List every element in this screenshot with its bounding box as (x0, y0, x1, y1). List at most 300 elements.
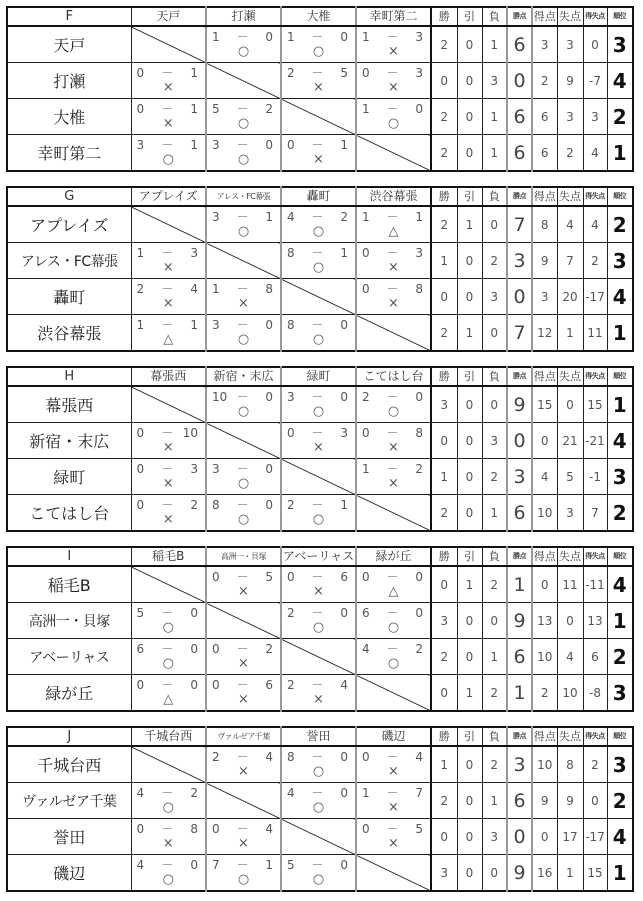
stat-points: 3 (507, 459, 532, 495)
goals-for: 2 (212, 750, 220, 764)
stat-rank: 1 (607, 386, 633, 423)
goals-against: 10 (182, 426, 198, 440)
column-header-team: 幸町第二 (356, 7, 431, 26)
goals-against: 8 (415, 426, 423, 440)
team-name: 天戸 (7, 26, 131, 63)
stat-goals-for-total: 0 (532, 423, 557, 459)
stat-losses: 1 (482, 639, 507, 675)
goals-for: 0 (362, 750, 370, 764)
column-header-stat: 得点 (532, 187, 557, 206)
match-score (287, 570, 348, 584)
column-header-stat: 引 (457, 7, 482, 26)
match-score (362, 822, 423, 836)
stat-goals-against-total: 5 (557, 459, 583, 495)
result-symbol-icon: ○ (237, 404, 250, 419)
score-dash: － (386, 642, 399, 656)
goals-against: 4 (265, 750, 273, 764)
match-result-cell (356, 279, 431, 315)
team-name: 緑が丘 (7, 675, 131, 712)
result-symbol-icon: ○ (162, 800, 174, 815)
goals-against: 0 (265, 138, 273, 152)
stat-wins: 3 (431, 855, 457, 892)
goals-against: 0 (265, 462, 273, 476)
match-score (212, 858, 273, 872)
result-symbol-icon: × (388, 800, 399, 815)
stat-goals-for-total: 0 (532, 566, 557, 603)
league-table-h (6, 366, 634, 532)
score-dash: － (161, 66, 174, 80)
stat-rank: 3 (607, 26, 633, 63)
match-score (212, 102, 273, 116)
match-result-cell (206, 99, 281, 135)
stat-points: 6 (507, 639, 532, 675)
standings-table (6, 726, 634, 892)
stat-wins: 3 (431, 386, 457, 423)
score-dash: － (386, 570, 399, 584)
match-result-cell (131, 423, 206, 459)
group-label: I (7, 547, 131, 566)
match-score (362, 462, 423, 476)
result-symbol-icon: × (388, 260, 399, 275)
column-header-team: 幕張西 (131, 367, 206, 386)
goals-for: 2 (287, 66, 295, 80)
match-score (212, 642, 273, 656)
match-result-cell (356, 566, 431, 603)
table-row (7, 639, 633, 675)
goals-against: 0 (265, 390, 273, 404)
score-dash: － (311, 210, 324, 224)
goals-for: 3 (212, 318, 220, 332)
match-result-cell (206, 459, 281, 495)
goals-against: 0 (340, 30, 348, 44)
team-name: 千城台西 (7, 746, 131, 783)
stat-wins: 0 (431, 675, 457, 712)
score-dash: － (236, 138, 249, 152)
score-dash: － (236, 30, 249, 44)
match-score (362, 246, 423, 260)
match-result-cell (356, 639, 431, 675)
score-dash: － (386, 66, 399, 80)
goals-against: 5 (415, 822, 423, 836)
score-dash: － (236, 102, 249, 116)
stat-draws: 0 (457, 243, 482, 279)
self-match-cell (281, 279, 356, 315)
match-result-cell (131, 603, 206, 639)
stat-wins: 1 (431, 746, 457, 783)
match-score (287, 138, 348, 152)
stat-wins: 0 (431, 819, 457, 855)
self-match-cell (131, 206, 206, 243)
column-header-stat: 負 (482, 547, 507, 566)
goals-against: 2 (265, 642, 273, 656)
score-dash: － (161, 498, 174, 512)
header-row (7, 727, 633, 746)
match-score (137, 66, 199, 80)
result-symbol-icon: × (162, 80, 174, 95)
score-dash: － (311, 570, 324, 584)
goals-against: 0 (340, 318, 348, 332)
score-dash: － (236, 498, 249, 512)
score-dash: － (161, 822, 174, 836)
goals-for: 2 (287, 498, 295, 512)
team-name: 渋谷幕張 (7, 315, 131, 352)
column-header-stat: 得失点 (583, 547, 607, 566)
group-label: H (7, 367, 131, 386)
stat-draws: 1 (457, 315, 482, 352)
goals-against: 8 (415, 282, 423, 296)
goals-for: 2 (287, 678, 295, 692)
goals-against: 3 (340, 426, 348, 440)
stat-goals-for-total: 2 (532, 63, 557, 99)
stat-goals-against-total: 21 (557, 423, 583, 459)
stat-goal-difference: 15 (583, 855, 607, 892)
match-score (212, 822, 273, 836)
stat-draws: 0 (457, 855, 482, 892)
column-header-team: こてはし台 (356, 367, 431, 386)
column-header-stat: 失点 (557, 547, 583, 566)
stat-goals-against-total: 9 (557, 63, 583, 99)
result-symbol-icon: ○ (387, 404, 400, 419)
column-header-stat: 勝点 (507, 7, 532, 26)
standings-table (6, 6, 634, 172)
goals-for: 3 (212, 210, 220, 224)
stat-goal-difference: -21 (583, 423, 607, 459)
score-dash: － (386, 606, 399, 620)
goals-against: 3 (415, 30, 423, 44)
stat-losses: 0 (482, 386, 507, 423)
result-symbol-icon: × (238, 656, 249, 671)
result-symbol-icon: ○ (237, 116, 250, 131)
goals-against: 8 (190, 822, 198, 836)
match-score (137, 318, 199, 332)
goals-for: 0 (212, 822, 220, 836)
stat-goals-for-total: 0 (532, 819, 557, 855)
self-match-cell (131, 746, 206, 783)
stat-losses: 1 (482, 26, 507, 63)
column-header-stat: 失点 (557, 367, 583, 386)
self-match-cell (356, 675, 431, 712)
result-symbol-icon: × (162, 116, 174, 131)
stat-points: 6 (507, 135, 532, 172)
goals-for: 1 (287, 30, 295, 44)
goals-against: 0 (415, 102, 423, 116)
stat-goals-against-total: 11 (557, 566, 583, 603)
column-header-stat: 引 (457, 547, 482, 566)
team-name: 轟町 (7, 279, 131, 315)
team-name: アレス・FC幕張 (7, 243, 131, 279)
match-result-cell (281, 783, 356, 819)
score-dash: － (311, 246, 324, 260)
stat-rank: 3 (607, 675, 633, 712)
table-row (7, 603, 633, 639)
result-symbol-icon: ○ (312, 764, 325, 779)
match-score (137, 102, 199, 116)
stat-draws: 0 (457, 279, 482, 315)
result-symbol-icon: ○ (387, 656, 400, 671)
stat-draws: 0 (457, 639, 482, 675)
goals-for: 7 (212, 858, 220, 872)
column-header-stat: 引 (457, 727, 482, 746)
column-header-stat: 得失点 (583, 187, 607, 206)
stat-goal-difference: 6 (583, 639, 607, 675)
stat-goals-against-total: 0 (557, 386, 583, 423)
stat-points: 6 (507, 783, 532, 819)
score-dash: － (161, 102, 174, 116)
goals-against: 3 (415, 66, 423, 80)
column-header-team: 稲毛B (131, 547, 206, 566)
stat-draws: 0 (457, 459, 482, 495)
goals-for: 0 (136, 66, 145, 80)
stat-goal-difference: 7 (583, 495, 607, 532)
goals-for: 0 (136, 462, 145, 476)
stat-points: 6 (507, 495, 532, 532)
stat-goal-difference: 4 (583, 206, 607, 243)
stat-goals-for-total: 13 (532, 603, 557, 639)
league-table-g (6, 186, 634, 352)
match-score (212, 678, 273, 692)
self-match-cell (281, 99, 356, 135)
stat-losses: 0 (482, 855, 507, 892)
goals-for: 4 (136, 858, 145, 872)
score-dash: － (161, 246, 174, 260)
match-score (362, 102, 423, 116)
self-match-cell (206, 243, 281, 279)
goals-against: 4 (190, 282, 198, 296)
stat-goal-difference: 2 (583, 243, 607, 279)
stat-goals-against-total: 17 (557, 819, 583, 855)
stat-draws: 0 (457, 26, 482, 63)
match-result-cell (131, 495, 206, 532)
stat-losses: 1 (482, 495, 507, 532)
stat-goal-difference: -1 (583, 459, 607, 495)
stat-rank: 2 (607, 495, 633, 532)
stat-points: 0 (507, 279, 532, 315)
table-row (7, 315, 633, 352)
team-name: ヴァルゼア千葉 (7, 783, 131, 819)
self-match-cell (356, 315, 431, 352)
match-score (362, 642, 423, 656)
stat-wins: 2 (431, 783, 457, 819)
stat-rank: 4 (607, 819, 633, 855)
goals-against: 2 (190, 498, 198, 512)
column-header-stat: 得点 (532, 547, 557, 566)
table-row (7, 819, 633, 855)
goals-against: 6 (265, 678, 273, 692)
goals-against: 0 (190, 642, 198, 656)
table-row (7, 566, 633, 603)
column-header-team: アベーリャス (281, 547, 356, 566)
goals-against: 1 (265, 858, 273, 872)
table-row (7, 855, 633, 892)
score-dash: － (311, 606, 324, 620)
goals-against: 0 (340, 606, 348, 620)
score-dash: － (236, 822, 249, 836)
match-score (137, 138, 199, 152)
match-score (362, 30, 423, 44)
stat-losses: 0 (482, 603, 507, 639)
table-row (7, 783, 633, 819)
standings-table (6, 546, 634, 712)
stat-goals-against-total: 4 (557, 206, 583, 243)
stat-goals-for-total: 9 (532, 783, 557, 819)
result-symbol-icon: ○ (237, 224, 250, 239)
table-row (7, 26, 633, 63)
stat-losses: 2 (482, 243, 507, 279)
goals-for: 1 (362, 30, 370, 44)
column-header-stat: 得点 (532, 727, 557, 746)
stat-draws: 0 (457, 99, 482, 135)
stat-points: 0 (507, 63, 532, 99)
score-dash: － (161, 462, 174, 476)
match-result-cell (131, 783, 206, 819)
table-row (7, 675, 633, 712)
goals-for: 0 (136, 426, 145, 440)
goals-for: 8 (287, 318, 295, 332)
stat-goals-against-total: 10 (557, 675, 583, 712)
stat-points: 9 (507, 386, 532, 423)
team-name: 緑町 (7, 459, 131, 495)
self-match-cell (281, 639, 356, 675)
result-symbol-icon: × (238, 764, 249, 779)
match-result-cell (131, 675, 206, 712)
match-score (287, 858, 348, 872)
match-score (287, 246, 348, 260)
result-symbol-icon: ○ (387, 116, 400, 131)
column-header-stat: 得失点 (583, 7, 607, 26)
stat-wins: 0 (431, 63, 457, 99)
goals-against: 5 (265, 570, 273, 584)
goals-against: 4 (415, 750, 423, 764)
score-dash: － (161, 282, 174, 296)
match-result-cell (131, 315, 206, 352)
team-name: 磯辺 (7, 855, 131, 892)
score-dash: － (386, 786, 399, 800)
goals-against: 4 (265, 822, 273, 836)
stat-losses: 2 (482, 566, 507, 603)
stat-draws: 0 (457, 783, 482, 819)
match-result-cell (281, 423, 356, 459)
result-symbol-icon: △ (388, 584, 399, 599)
stat-wins: 2 (431, 135, 457, 172)
stat-wins: 2 (431, 99, 457, 135)
stat-goal-difference: -17 (583, 819, 607, 855)
goals-for: 6 (136, 642, 145, 656)
score-dash: － (311, 750, 324, 764)
table-row (7, 386, 633, 423)
stat-draws: 0 (457, 495, 482, 532)
column-header-team: 大椎 (281, 7, 356, 26)
result-symbol-icon: ○ (312, 260, 325, 275)
match-score (362, 786, 423, 800)
goals-against: 0 (265, 498, 273, 512)
stat-goals-for-total: 4 (532, 459, 557, 495)
goals-for: 1 (362, 102, 370, 116)
stat-draws: 0 (457, 746, 482, 783)
match-result-cell (131, 243, 206, 279)
goals-against: 8 (265, 282, 273, 296)
column-header-stat: 負 (482, 727, 507, 746)
goals-against: 1 (190, 102, 198, 116)
match-result-cell (281, 495, 356, 532)
stat-goal-difference: -7 (583, 63, 607, 99)
match-score (212, 282, 273, 296)
goals-for: 3 (136, 138, 145, 152)
table-row (7, 135, 633, 172)
match-result-cell (131, 855, 206, 892)
stat-wins: 0 (431, 566, 457, 603)
stat-goals-against-total: 8 (557, 746, 583, 783)
stat-losses: 1 (482, 135, 507, 172)
result-symbol-icon: × (388, 440, 399, 455)
goals-against: 1 (190, 318, 198, 332)
stat-draws: 0 (457, 603, 482, 639)
result-symbol-icon: ○ (162, 620, 174, 635)
column-header-team: 新宿・末広 (206, 367, 281, 386)
stat-wins: 0 (431, 279, 457, 315)
column-header-stat: 失点 (557, 7, 583, 26)
goals-against: 0 (415, 570, 423, 584)
stat-wins: 1 (431, 243, 457, 279)
stat-losses: 3 (482, 279, 507, 315)
match-score (212, 318, 273, 332)
score-dash: － (386, 246, 399, 260)
result-symbol-icon: △ (163, 332, 174, 347)
stat-losses: 2 (482, 675, 507, 712)
stat-rank: 2 (607, 206, 633, 243)
match-score (212, 462, 273, 476)
score-dash: － (161, 426, 174, 440)
stat-goals-for-total: 9 (532, 243, 557, 279)
score-dash: － (386, 102, 399, 116)
column-header-stat: 順位 (607, 367, 633, 386)
team-name: アベーリャス (7, 639, 131, 675)
match-result-cell (206, 746, 281, 783)
score-dash: － (236, 462, 249, 476)
match-score (212, 390, 273, 404)
result-symbol-icon: × (238, 836, 249, 851)
column-header-team: ヴァルゼア千葉 (206, 727, 281, 746)
table-row (7, 423, 633, 459)
match-result-cell (131, 459, 206, 495)
match-score (137, 246, 199, 260)
match-score (137, 426, 199, 440)
goals-for: 0 (287, 570, 295, 584)
result-symbol-icon: ○ (312, 872, 325, 887)
match-result-cell (281, 746, 356, 783)
stat-goals-for-total: 10 (532, 495, 557, 532)
goals-against: 1 (340, 246, 348, 260)
result-symbol-icon: ○ (237, 44, 250, 59)
team-name: 誉田 (7, 819, 131, 855)
score-dash: － (236, 570, 249, 584)
stat-goals-against-total: 9 (557, 783, 583, 819)
match-result-cell (356, 206, 431, 243)
result-symbol-icon: ○ (237, 332, 250, 347)
match-score (287, 606, 348, 620)
result-symbol-icon: ○ (162, 152, 174, 167)
score-dash: － (386, 750, 399, 764)
result-symbol-icon: × (162, 440, 174, 455)
goals-for: 0 (212, 642, 220, 656)
stat-draws: 1 (457, 675, 482, 712)
column-header-stat: 負 (482, 187, 507, 206)
score-dash: － (311, 66, 324, 80)
stat-goals-for-total: 8 (532, 206, 557, 243)
match-score (287, 786, 348, 800)
match-result-cell (206, 26, 281, 63)
match-score (137, 786, 199, 800)
league-table-i (6, 546, 634, 712)
